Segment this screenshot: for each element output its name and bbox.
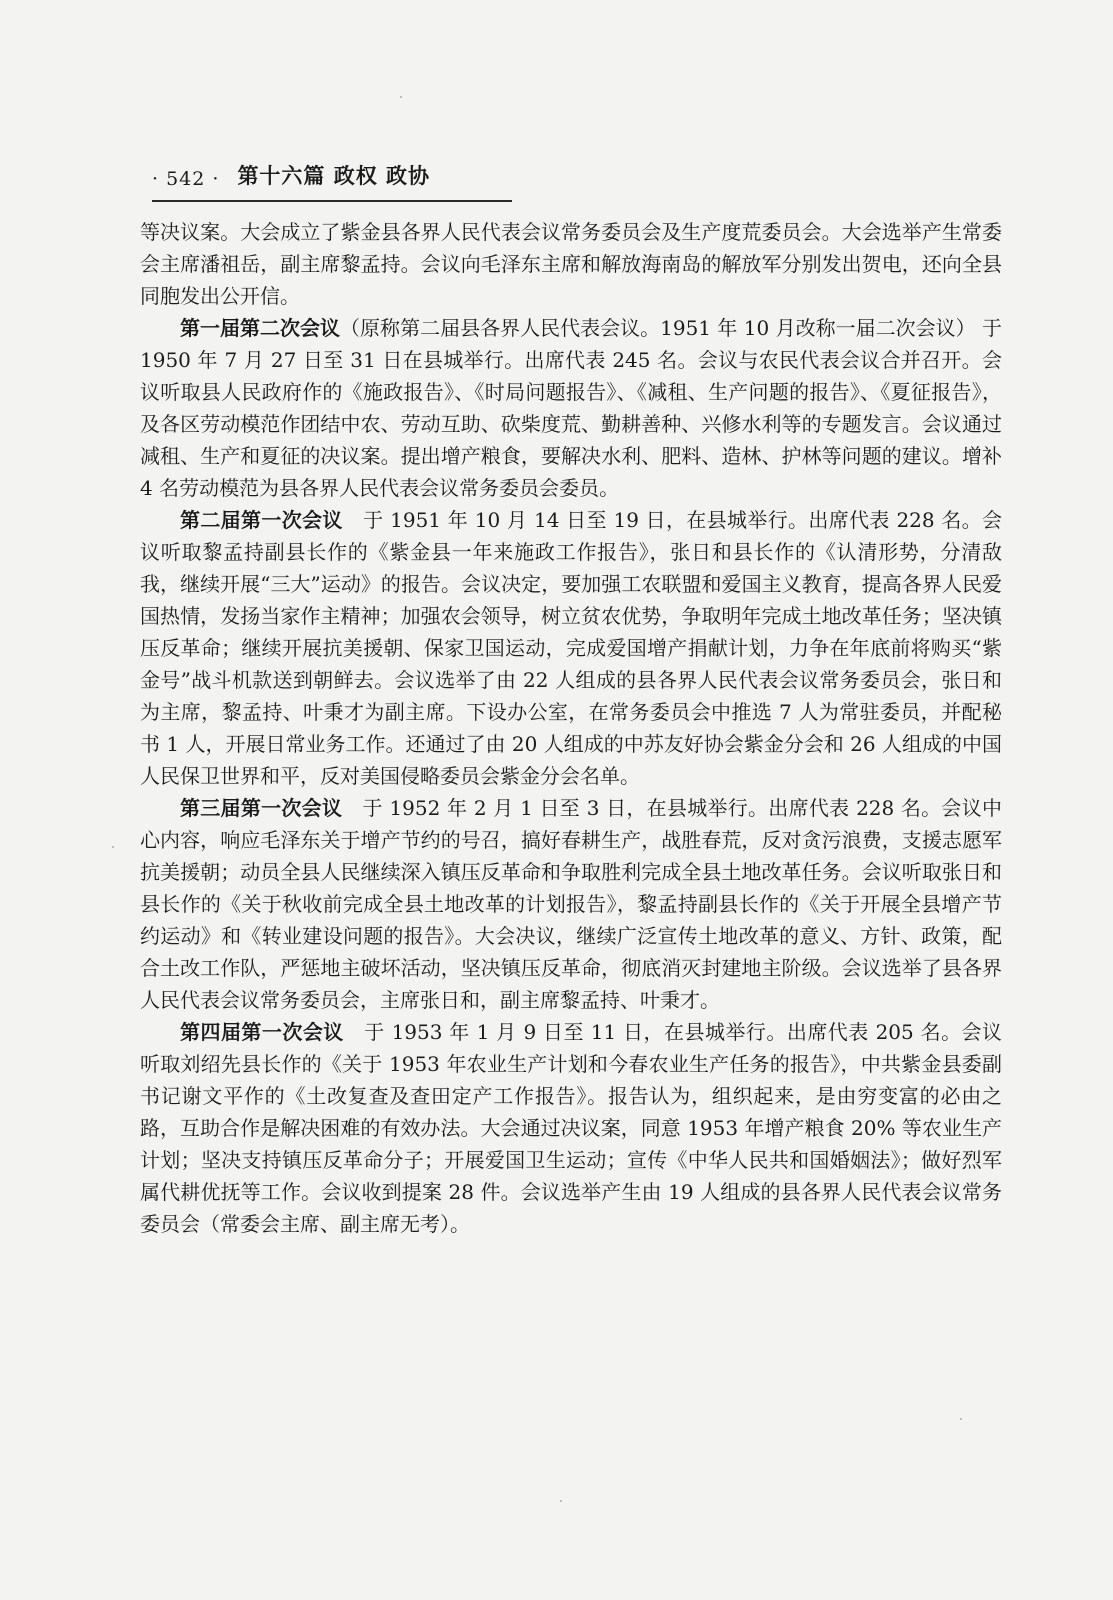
paragraph-continuation	[140, 216, 1002, 312]
paragraph-heading: 第三届第一次会议	[180, 796, 343, 820]
chapter-title: 第十六篇 政权 政协	[237, 164, 431, 188]
paragraph-text: 于 1953 年 1 月 9 日至 11 日，在县城举行。出席代表 205 名。会议听取刘绍先县长作的《关于 1953 年农业生产计划和今春农业生产任务的报告》，中共紫金县委副书记谢文平作的《土改复查及查田定产工作报告》。报告认为，组织起来，是由穷变富的必由之路，互助合作是解决困难的有效办法。大会通过决议案，同意 1953 年增产粮食 20% 等农业生产计划；坚决支持镇压反革命分子；开展爱国卫生运动；宣传《中华人民共和国婚姻法》；做好烈军属代耕优抚等工作。会议收到提案 28 件。会议选举产生由 19 人组成的县各界人民代表会议常务委员会（常委会主席、副主席无考）。	[140, 1020, 1003, 1236]
page-number: · 542 ·	[152, 168, 220, 190]
body-text	[140, 216, 1002, 1240]
paragraph-heading: 第一届第二次会议	[180, 316, 341, 340]
paragraph-session-2-1	[140, 504, 1002, 792]
paragraph-session-3-1	[140, 792, 1002, 1016]
paragraph-heading: 第四届第一次会议	[180, 1020, 344, 1044]
paragraph-text: （原称第二届县各界人民代表会议。1951 年 10 月改称一届二次会议） 于 1950 年 7 月 27 日至 31 日在县城举行。出席代表 245 名。会议与农民代表会议合并召开。会议听取县人民政府作的《施政报告》、《时局问题报告》、《减租、生产问题的报告》、《夏征报告》，及各区劳动模范作团结中农、劳动互助、砍柴度荒、勤耕善种、兴修水利等的专题发言。会议通过减租、生产和夏征的决议案。提出增产粮食，要解决水利、肥料、造林、护林等问题的建议。增补 4 名劳动模范为县各界人民代表会议常务委员会委员。	[140, 316, 1002, 500]
paragraph-text: 于 1951 年 10 月 14 日至 19 日，在县城举行。出席代表 228 名。会议听取黎孟持副县长作的《紫金县一年来施政工作报告》，张日和县长作的《认清形势，分清敌我，继续开展“三大”运动》的报告。会议决定，要加强工农联盟和爱国主义教育，提高各界人民爱国热情，发扬当家作主精神；加强农会领导，树立贫农优势，争取明年完成土地改革任务；坚决镇压反革命；继续开展抗美援朝、保家卫国运动，完成爱国增产捐献计划，力争在年底前将购买“紫金号”战斗机款送到朝鲜去。会议选举了由 22 人组成的县各界人民代表会议常务委员会，张日和为主席，黎孟持、叶秉才为副主席。下设办公室，在常务委员会中推选 7 人为常驻委员，并配秘书 1 人，开展日常业务工作。还通过了由 20 人组成的中苏友好协会紫金分会和 26 人组成的中国人民保卫世界和平，反对美国侵略委员会紫金分会名单。	[140, 508, 1003, 788]
scan-speck	[960, 1418, 962, 1420]
scan-speck	[560, 1500, 562, 1502]
paragraph-text: 于 1952 年 2 月 1 日至 3 日，在县城举行。出席代表 228 名。会议中心内容，响应毛泽东关于增产节约的号召，搞好春耕生产，战胜春荒，反对贪污浪费，支援志愿军抗美援朝；动员全县人民继续深入镇压反革命和争取胜利完成全县土地改革任务。会议听取张日和县长作的《关于秋收前完成全县土地改革的计划报告》，黎孟持副县长作的《关于开展全县增产节约运动》和《转业建设问题的报告》。大会决议，继续广泛宣传土地改革的意义、方针、政策，配合土改工作队，严惩地主破坏活动，坚决镇压反革命，彻底消灭封建地主阶级。会议选举了县各界人民代表会议常务委员会，主席张日和，副主席黎孟持、叶秉才。	[140, 796, 1002, 1012]
page-header	[152, 158, 512, 202]
scan-speck	[112, 846, 114, 848]
paragraph-text: 等决议案。大会成立了紫金县各界人民代表会议常务委员会及生产度荒委员会。大会选举产生常委会主席潘祖岳，副主席黎孟持。会议向毛泽东主席和解放海南岛的解放军分别发出贺电，还向全县同胞发出公开信。	[140, 220, 1002, 308]
scan-speck	[400, 96, 402, 98]
paragraph-heading: 第二届第一次会议	[180, 508, 343, 532]
paragraph-session-1-2	[140, 312, 1002, 504]
paragraph-session-4-1	[140, 1016, 1002, 1240]
